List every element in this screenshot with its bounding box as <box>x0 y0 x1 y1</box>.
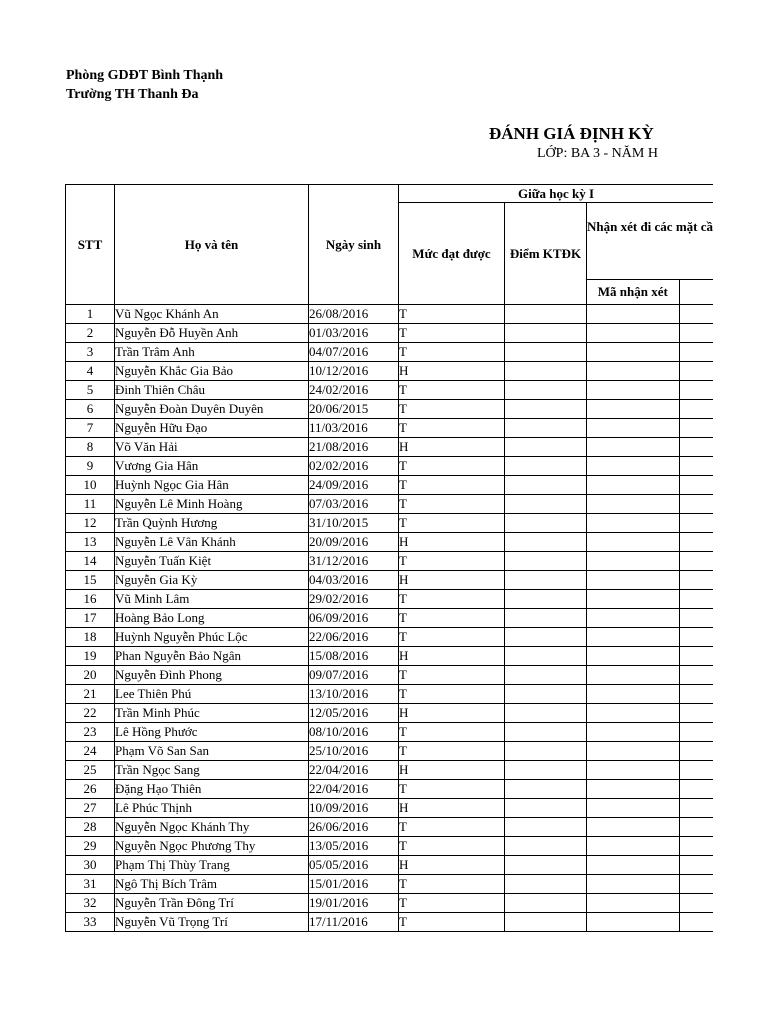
cell-cutoff <box>679 419 713 438</box>
school-name: Trường TH Thanh Đa <box>66 87 199 102</box>
cell-name: Nguyễn Đình Phong <box>115 666 309 685</box>
table-row <box>66 362 714 381</box>
cell-cutoff <box>679 628 713 647</box>
table-row <box>66 685 714 704</box>
cell-name: Phan Nguyễn Bảo Ngân <box>115 647 309 666</box>
cell-score <box>505 552 587 571</box>
cell-score <box>505 533 587 552</box>
cell-name: Nguyễn Vũ Trọng Trí <box>115 913 309 932</box>
cell-comment-code <box>587 875 680 894</box>
cell-score <box>505 381 587 400</box>
cell-level: T <box>399 875 505 894</box>
cell-score <box>505 761 587 780</box>
cell-cutoff <box>679 343 713 362</box>
class-subtitle: LỚP: BA 3 - NĂM H <box>537 146 658 161</box>
table-row <box>66 476 714 495</box>
cell-name: Vũ Minh Lâm <box>115 590 309 609</box>
cell-score <box>505 913 587 932</box>
cell-name: Nguyễn Tuấn Kiệt <box>115 552 309 571</box>
cell-comment-code <box>587 552 680 571</box>
cell-name: Nguyễn Lê Vân Khánh <box>115 533 309 552</box>
cell-level: H <box>399 856 505 875</box>
table-row <box>66 780 714 799</box>
cell-score <box>505 343 587 362</box>
cell-cutoff <box>679 590 713 609</box>
cell-level: T <box>399 457 505 476</box>
cell-stt: 13 <box>66 533 115 552</box>
cell-stt: 8 <box>66 438 115 457</box>
cell-stt: 28 <box>66 818 115 837</box>
table-row <box>66 875 714 894</box>
table-row <box>66 799 714 818</box>
cell-dob: 15/08/2016 <box>309 647 399 666</box>
cell-name: Huỳnh Ngọc Gia Hân <box>115 476 309 495</box>
cell-comment-code <box>587 761 680 780</box>
cell-score <box>505 438 587 457</box>
table-row <box>66 856 714 875</box>
cell-comment-code <box>587 647 680 666</box>
cell-comment-code <box>587 400 680 419</box>
cell-name: Lee Thiên Phú <box>115 685 309 704</box>
cell-name: Nguyễn Lê Minh Hoàng <box>115 495 309 514</box>
cell-score <box>505 856 587 875</box>
cell-dob: 07/03/2016 <box>309 495 399 514</box>
column-header-dob: Ngày sinh <box>309 185 399 305</box>
cell-comment-code <box>587 913 680 932</box>
cell-name: Trần Minh Phúc <box>115 704 309 723</box>
cell-dob: 26/08/2016 <box>309 305 399 324</box>
cell-level: T <box>399 381 505 400</box>
cell-level: T <box>399 780 505 799</box>
cell-stt: 14 <box>66 552 115 571</box>
table-row <box>66 400 714 419</box>
cell-cutoff <box>679 685 713 704</box>
cell-dob: 22/06/2016 <box>309 628 399 647</box>
cell-score <box>505 685 587 704</box>
cell-stt: 5 <box>66 381 115 400</box>
cell-comment-code <box>587 343 680 362</box>
cell-score <box>505 476 587 495</box>
cell-score <box>505 647 587 666</box>
cell-dob: 09/07/2016 <box>309 666 399 685</box>
cell-name: Võ Văn Hải <box>115 438 309 457</box>
cell-score <box>505 704 587 723</box>
cell-score <box>505 875 587 894</box>
table-row <box>66 590 714 609</box>
cell-name: Trần Ngọc Sang <box>115 761 309 780</box>
cell-stt: 24 <box>66 742 115 761</box>
cell-comment-code <box>587 438 680 457</box>
cell-dob: 20/09/2016 <box>309 533 399 552</box>
cell-score <box>505 609 587 628</box>
column-header-comment: Nhận xét đi các mặt cầ <box>587 203 714 280</box>
cell-dob: 13/10/2016 <box>309 685 399 704</box>
cell-level: T <box>399 913 505 932</box>
cell-level: T <box>399 818 505 837</box>
cell-name: Nguyễn Đỗ Huyền Anh <box>115 324 309 343</box>
cell-name: Nguyễn Ngọc Khánh Thy <box>115 818 309 837</box>
cell-name: Nguyễn Gia Kỳ <box>115 571 309 590</box>
cell-cutoff <box>679 761 713 780</box>
cell-level: H <box>399 438 505 457</box>
cell-comment-code <box>587 780 680 799</box>
cell-cutoff <box>679 324 713 343</box>
cell-dob: 24/09/2016 <box>309 476 399 495</box>
cell-cutoff <box>679 533 713 552</box>
cell-comment-code <box>587 457 680 476</box>
cell-name: Nguyễn Trần Đông Trí <box>115 894 309 913</box>
cell-cutoff <box>679 875 713 894</box>
cell-stt: 32 <box>66 894 115 913</box>
table-row <box>66 818 714 837</box>
cell-score <box>505 723 587 742</box>
cell-dob: 15/01/2016 <box>309 875 399 894</box>
cell-stt: 18 <box>66 628 115 647</box>
cell-level: T <box>399 495 505 514</box>
cell-cutoff <box>679 894 713 913</box>
cell-cutoff <box>679 400 713 419</box>
table-row <box>66 742 714 761</box>
cell-level: H <box>399 761 505 780</box>
cell-comment-code <box>587 419 680 438</box>
cell-level: H <box>399 647 505 666</box>
cell-level: T <box>399 400 505 419</box>
cell-stt: 19 <box>66 647 115 666</box>
cell-comment-code <box>587 704 680 723</box>
cell-level: T <box>399 723 505 742</box>
cell-score <box>505 894 587 913</box>
cell-stt: 7 <box>66 419 115 438</box>
cell-dob: 13/05/2016 <box>309 837 399 856</box>
table-row <box>66 913 714 932</box>
cell-stt: 23 <box>66 723 115 742</box>
cell-level: T <box>399 894 505 913</box>
cell-cutoff <box>679 799 713 818</box>
table-row <box>66 609 714 628</box>
cell-comment-code <box>587 514 680 533</box>
cell-score <box>505 324 587 343</box>
cell-comment-code <box>587 799 680 818</box>
cell-cutoff <box>679 362 713 381</box>
cell-level: T <box>399 305 505 324</box>
cell-comment-code <box>587 609 680 628</box>
cell-name: Nguyễn Ngọc Phương Thy <box>115 837 309 856</box>
cell-level: T <box>399 742 505 761</box>
cell-comment-code <box>587 723 680 742</box>
cell-cutoff <box>679 552 713 571</box>
table-row <box>66 761 714 780</box>
cell-name: Huỳnh Nguyễn Phúc Lộc <box>115 628 309 647</box>
cell-comment-code <box>587 818 680 837</box>
cell-level: T <box>399 552 505 571</box>
cell-comment-code <box>587 590 680 609</box>
cell-dob: 10/12/2016 <box>309 362 399 381</box>
cell-dob: 20/06/2015 <box>309 400 399 419</box>
cell-dob: 26/06/2016 <box>309 818 399 837</box>
cell-comment-code <box>587 533 680 552</box>
cell-comment-code <box>587 837 680 856</box>
table-row <box>66 514 714 533</box>
cell-level: T <box>399 590 505 609</box>
cell-score <box>505 400 587 419</box>
cell-name: Đinh Thiên Châu <box>115 381 309 400</box>
cell-score <box>505 837 587 856</box>
cell-stt: 11 <box>66 495 115 514</box>
cell-stt: 29 <box>66 837 115 856</box>
cell-name: Trần Quỳnh Hương <box>115 514 309 533</box>
cell-score <box>505 628 587 647</box>
cell-dob: 22/04/2016 <box>309 780 399 799</box>
cell-name: Đặng Hạo Thiên <box>115 780 309 799</box>
cell-stt: 2 <box>66 324 115 343</box>
table-row <box>66 533 714 552</box>
cell-cutoff <box>679 856 713 875</box>
cell-dob: 29/02/2016 <box>309 590 399 609</box>
cell-dob: 04/03/2016 <box>309 571 399 590</box>
cell-cutoff <box>679 571 713 590</box>
cell-level: T <box>399 343 505 362</box>
cell-stt: 3 <box>66 343 115 362</box>
cell-dob: 11/03/2016 <box>309 419 399 438</box>
cell-score <box>505 799 587 818</box>
cell-score <box>505 362 587 381</box>
cell-dob: 21/08/2016 <box>309 438 399 457</box>
table-body <box>66 305 714 932</box>
cell-name: Nguyễn Hữu Đạo <box>115 419 309 438</box>
cell-stt: 6 <box>66 400 115 419</box>
cell-stt: 33 <box>66 913 115 932</box>
cell-comment-code <box>587 856 680 875</box>
cell-stt: 22 <box>66 704 115 723</box>
cell-cutoff <box>679 666 713 685</box>
cell-comment-code <box>587 571 680 590</box>
cell-level: T <box>399 685 505 704</box>
table-row <box>66 305 714 324</box>
cell-dob: 08/10/2016 <box>309 723 399 742</box>
cell-score <box>505 571 587 590</box>
cell-level: H <box>399 799 505 818</box>
cell-level: H <box>399 533 505 552</box>
cell-comment-code <box>587 495 680 514</box>
column-header-level: Mức đạt được <box>399 203 505 305</box>
cell-name: Vũ Ngọc Khánh An <box>115 305 309 324</box>
cell-level: H <box>399 362 505 381</box>
table-row <box>66 647 714 666</box>
cell-stt: 20 <box>66 666 115 685</box>
cell-stt: 27 <box>66 799 115 818</box>
cell-level: T <box>399 666 505 685</box>
table-row <box>66 457 714 476</box>
cell-stt: 21 <box>66 685 115 704</box>
report-title: ĐÁNH GIÁ ĐỊNH KỲ <box>489 124 654 143</box>
cell-dob: 19/01/2016 <box>309 894 399 913</box>
cell-cutoff <box>679 457 713 476</box>
table-row <box>66 381 714 400</box>
cell-level: T <box>399 476 505 495</box>
cell-dob: 17/11/2016 <box>309 913 399 932</box>
cell-cutoff <box>679 381 713 400</box>
cell-dob: 12/05/2016 <box>309 704 399 723</box>
cell-dob: 01/03/2016 <box>309 324 399 343</box>
cell-name: Phạm Võ San San <box>115 742 309 761</box>
cell-cutoff <box>679 495 713 514</box>
cell-stt: 16 <box>66 590 115 609</box>
cell-dob: 31/12/2016 <box>309 552 399 571</box>
cell-stt: 17 <box>66 609 115 628</box>
cell-name: Lê Phúc Thịnh <box>115 799 309 818</box>
cell-cutoff <box>679 514 713 533</box>
cell-comment-code <box>587 666 680 685</box>
cell-score <box>505 818 587 837</box>
cell-dob: 31/10/2015 <box>309 514 399 533</box>
cell-name: Ngô Thị Bích Trâm <box>115 875 309 894</box>
cell-dob: 02/02/2016 <box>309 457 399 476</box>
cell-cutoff <box>679 438 713 457</box>
cell-cutoff <box>679 837 713 856</box>
cell-dob: 25/10/2016 <box>309 742 399 761</box>
cell-stt: 30 <box>66 856 115 875</box>
cell-score <box>505 495 587 514</box>
cell-stt: 12 <box>66 514 115 533</box>
cell-cutoff <box>679 704 713 723</box>
cell-dob: 05/05/2016 <box>309 856 399 875</box>
table-row <box>66 324 714 343</box>
student-evaluation-table <box>65 184 713 932</box>
cell-cutoff <box>679 818 713 837</box>
cell-stt: 26 <box>66 780 115 799</box>
cell-name: Vương Gia Hân <box>115 457 309 476</box>
cell-cutoff <box>679 742 713 761</box>
cell-cutoff <box>679 305 713 324</box>
cell-score <box>505 590 587 609</box>
cell-cutoff <box>679 476 713 495</box>
cell-name: Nguyễn Khắc Gia Bảo <box>115 362 309 381</box>
table-row <box>66 343 714 362</box>
cell-level: T <box>399 324 505 343</box>
column-header-name: Họ và tên <box>115 185 309 305</box>
column-header-comment-code: Mã nhận xét <box>587 280 680 305</box>
cell-name: Hoàng Bảo Long <box>115 609 309 628</box>
cell-dob: 22/04/2016 <box>309 761 399 780</box>
cell-comment-code <box>587 685 680 704</box>
table-row <box>66 438 714 457</box>
cell-comment-code <box>587 324 680 343</box>
cell-comment-code <box>587 628 680 647</box>
cell-cutoff <box>679 609 713 628</box>
cell-level: T <box>399 837 505 856</box>
cell-score <box>505 457 587 476</box>
cell-score <box>505 419 587 438</box>
table-row <box>66 419 714 438</box>
cell-comment-code <box>587 362 680 381</box>
table-row <box>66 723 714 742</box>
department-name: Phòng GDĐT Bình Thạnh <box>66 68 224 83</box>
cell-stt: 1 <box>66 305 115 324</box>
cell-level: T <box>399 609 505 628</box>
cell-dob: 06/09/2016 <box>309 609 399 628</box>
cell-comment-code <box>587 305 680 324</box>
cell-comment-code <box>587 476 680 495</box>
table-row <box>66 552 714 571</box>
cell-level: T <box>399 628 505 647</box>
cell-cutoff <box>679 913 713 932</box>
cell-comment-code <box>587 742 680 761</box>
table-row <box>66 837 714 856</box>
cell-stt: 25 <box>66 761 115 780</box>
cell-cutoff <box>679 647 713 666</box>
cell-dob: 24/02/2016 <box>309 381 399 400</box>
column-header-stt: STT <box>66 185 115 305</box>
cell-stt: 9 <box>66 457 115 476</box>
cell-name: Nguyễn Đoàn Duyên Duyên <box>115 400 309 419</box>
table-row <box>66 571 714 590</box>
cell-dob: 04/07/2016 <box>309 343 399 362</box>
cell-level: T <box>399 419 505 438</box>
column-header-score: Điểm KTĐK <box>505 203 587 305</box>
cell-score <box>505 742 587 761</box>
table-row <box>66 894 714 913</box>
table-row <box>66 628 714 647</box>
cell-dob: 10/09/2016 <box>309 799 399 818</box>
column-header-cutoff <box>679 280 713 305</box>
cell-level: T <box>399 514 505 533</box>
table-row <box>66 495 714 514</box>
cell-stt: 31 <box>66 875 115 894</box>
cell-name: Phạm Thị Thùy Trang <box>115 856 309 875</box>
cell-cutoff <box>679 723 713 742</box>
table-row <box>66 704 714 723</box>
table-row <box>66 666 714 685</box>
cell-stt: 4 <box>66 362 115 381</box>
group-header-midterm: Giữa học kỳ I <box>399 185 714 203</box>
cell-comment-code <box>587 381 680 400</box>
cell-stt: 15 <box>66 571 115 590</box>
cell-name: Lê Hồng Phước <box>115 723 309 742</box>
cell-level: H <box>399 571 505 590</box>
cell-cutoff <box>679 780 713 799</box>
cell-level: H <box>399 704 505 723</box>
cell-comment-code <box>587 894 680 913</box>
cell-score <box>505 514 587 533</box>
cell-score <box>505 666 587 685</box>
cell-score <box>505 305 587 324</box>
cell-name: Trần Trâm Anh <box>115 343 309 362</box>
cell-score <box>505 780 587 799</box>
cell-stt: 10 <box>66 476 115 495</box>
